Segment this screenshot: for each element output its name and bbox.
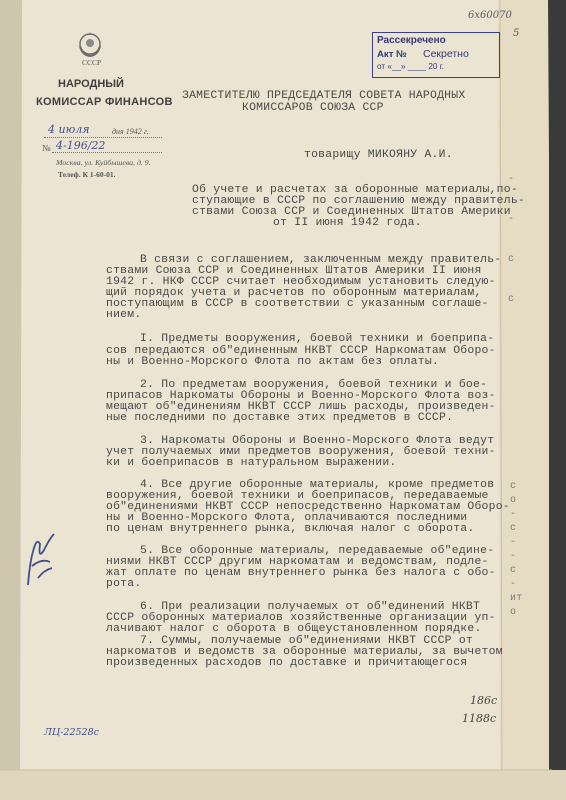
body-line: ны и Военно-Морского Флота, оплачиваются последними [106,512,468,524]
right-margin-marks-2: с о - с - - с - ит о [510,481,523,618]
stamp-line2-label: Акт № [377,49,407,60]
body-line: мещают об"единениям НКВТ СССР лишь расходы, произведен- [106,401,496,413]
body-line: произведенных расходов по доставке и причитающегося [106,657,468,669]
stamp-line2-value: Секретно [423,48,469,60]
body-line: 3. Наркоматы Обороны и Военно-Морского Флота ведут [140,435,495,447]
number-prefix: № [42,143,51,153]
body-line: ки и боеприпасов в натуральном выражении. [106,457,397,469]
body-line: В связи с соглашением, заключенным между правитель- [140,254,502,266]
body-line: наркоматов и ведомств за оборонные материалы, за вычетом [106,646,503,658]
stamp-line1: Рассекречено [377,35,446,46]
body-line: щий порядок учета и расчетов по оборонным материалам, [106,287,482,299]
letterhead-title-line1: НАРОДНЫЙ [58,78,124,90]
date-handwritten: 4 июля [48,123,90,136]
body-line: по ценам внутреннего рынка, включая налог с оборота. [106,523,475,535]
letterhead-title-line2: КОМИССАР ФИНАНСОВ [36,96,173,108]
body-line: сов передаются об"единенным НКВТ СССР Наркоматам Оборо- [106,345,496,357]
body-line: I. Предметы вооружения, боевой техники и боеприпа- [140,333,495,345]
body-line: об"единениями НКВТ СССР непосредственно Наркоматам Оборо- [106,501,510,513]
date-line [44,137,162,138]
addressee-line1: ЗАМЕСТИТЕЛЮ ПРЕДСЕДАТЕЛЯ СОВЕТА НАРОДНЫХ [182,90,466,102]
body-line: ствами Союза ССР и Соединенных Штатов Америки II июня [106,265,482,277]
body-line: 4. Все другие оборонные материалы, кроме предметов [140,479,495,491]
date-printed: дня 1942 г. [112,127,149,136]
body-line: вооружения, боевой техники и боеприпасов, передаваемые [106,490,489,502]
body-line: ны и Военно-Морского Флота по актам без оплаты. [106,356,440,368]
ussr-emblem [76,30,104,58]
body-line: ные последними по доставке этих предметов в СССР. [106,412,454,424]
subject-line: от II июня 1942 года. [273,217,422,229]
letterhead-address: Москва, ул. Куйбышева, д. 9. [56,158,151,167]
archive-mark-bottom: ЛЦ-22528с [44,727,99,738]
stamp-line3: от «__» ____ 20 г. [377,62,445,71]
body-line: 2. По предметам вооружения, боевой техники и бое- [140,379,488,391]
body-line: припасов Наркоматы Обороны и Военно-Морского Флота воз- [106,390,496,402]
body-line: 5. Все оборонные материалы, передаваемые об"едине- [140,545,495,557]
archive-page-number-2: 1188с [462,712,497,725]
body-line: поступающим в СССР в соответствии с указанным соглаше- [106,298,489,310]
body-line: жат оплате по ценам внутреннего рынка без налога с обо- [106,567,496,579]
body-line: ниями НКВТ СССР другим наркоматам и ведомствам, подле- [106,556,489,568]
subject-line: ступающие в СССР по соглашению между правитель- [192,195,526,207]
number-line [52,152,162,153]
archive-mark-top-num: 5 [513,28,520,39]
body-line: лачивают налог с оборота в общеустановленном порядке. [106,623,482,635]
margin-scribble [20,520,60,590]
archive-mark-top: 6х60070 [468,10,512,21]
subject-line: Об учете и расчетах за оборонные материалы,по- [192,184,518,196]
body-line: нием. [106,309,142,321]
body-line: 7. Суммы, получаемые об"единениями НКВТ СССР от [140,635,474,647]
addressee-line3: товарищу МИКОЯНУ А.И. [304,149,453,161]
letterhead-phone: Телеф. К 1-60-01. [58,170,116,179]
letterhead-country: СССР [82,58,102,67]
body-line: 1942 г. НКФ СССР считает необходимым установить следую- [106,276,496,288]
right-margin-marks: - - с с [508,174,515,305]
body-line: СССР оборонных материалов хозяйственные организации уп- [106,612,496,624]
subject-line: ствами Союза ССР и Соединенных Штатов Америки [192,206,511,218]
archive-page-number: 186с [470,694,498,707]
body-line: учет получаемых ими предметов вооружения, боевой техни- [106,446,496,458]
addressee-line2: КОМИССАРОВ СОЮЗА ССР [242,102,384,114]
number-handwritten: 4-196/22 [56,139,106,152]
body-line: рота. [106,578,142,590]
declassified-stamp [372,32,500,78]
body-line: 6. При реализации получаемых от об"единений НКВТ [140,601,481,613]
